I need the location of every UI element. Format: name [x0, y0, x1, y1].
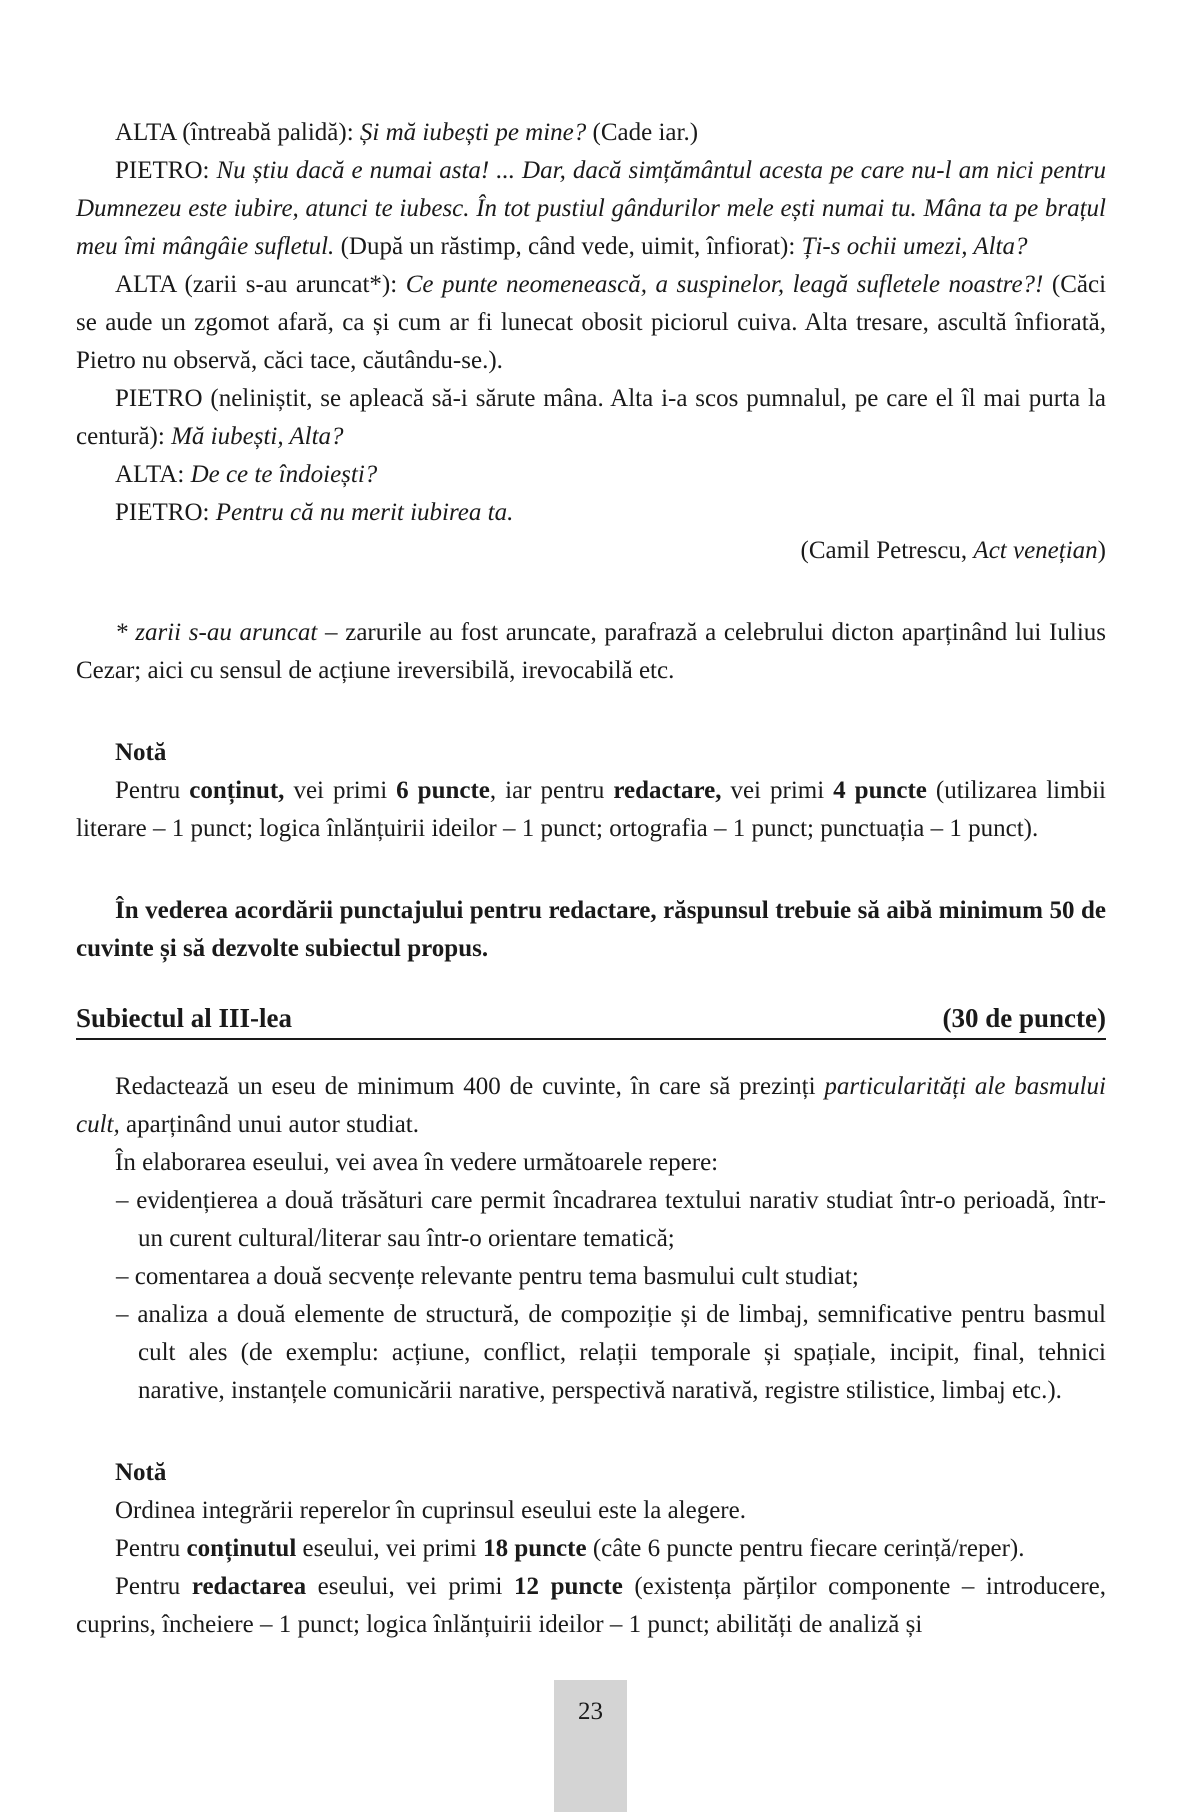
stage-direction: (După un răstimp, când vede, uimit, înfiorat):	[334, 233, 802, 260]
stage-direction: (neliniștit, se apleacă să-i sărute mâna. Alta i-a scos pumnalul, pe care el îl mai purta la centură):	[76, 385, 1106, 450]
note-title-2: Notă	[115, 1459, 167, 1486]
stage-direction: (zarii s-au aruncat*):	[175, 271, 406, 298]
reperes-intro: În elaborarea eseului, vei avea în vedere următoarele repere:	[115, 1149, 719, 1176]
dialogue-line-alta-2	[76, 266, 1106, 380]
footnote-text: – zarurile au fost aruncate, parafrază a celebrului dicton aparținând lui Iulius Cezar; aici cu sensul de acțiune ireversibilă, irevocabilă etc.	[76, 619, 1106, 684]
work-title: Act venețian	[973, 537, 1098, 564]
spoken-line: Și mă iubești pe mine?	[359, 119, 587, 146]
dialogue-line-pietro-2	[76, 380, 1106, 456]
dialogue-line-pietro-1	[76, 152, 1106, 266]
stage-direction: (întreabă palidă):	[175, 119, 360, 146]
reperes-list	[76, 1182, 1106, 1410]
spoken-line: Ce punte neomenească, a suspinelor, leagă sufletele noastre?!	[405, 271, 1044, 298]
page-number: 23	[554, 1680, 627, 1812]
speaker-name: PIETRO	[115, 385, 203, 412]
stage-direction: :	[202, 157, 217, 184]
note-order: Ordinea integrării reperelor în cuprinsul eseului este la alegere.	[115, 1497, 746, 1524]
spoken-line: De ce te îndoiești?	[190, 461, 378, 488]
stage-direction: (Căci se aude un zgomot afară, ca și cum ar fi lunecat obosit piciorul cuiva. Alta tresare, ascultă înfiorată, Pietro nu observă, căci tace, căutându-se.).	[76, 271, 1107, 374]
dialogue-line-alta-1	[76, 114, 1106, 152]
spoken-line: Nu știu dacă e numai asta! ... Dar, dacă simțământul acesta pe care nu-l am nici pentru Dumnezeu este iubire, atunci te iubesc. În tot pustiul gândurilor mele ești numai tu. Mâna ta pe brațul meu îmi mângâie sufletul.	[76, 157, 1106, 260]
spoken-line: Ți-s ochii umezi, Alta?	[801, 233, 1028, 260]
note-content-points: Pentru conținutul eseului, vei primi 18 puncte (câte 6 puncte pentru fiecare cerință/reper).	[115, 1535, 1025, 1562]
spoken-line: Pentru că nu merit iubirea ta.	[215, 499, 514, 526]
stage-direction: :	[177, 461, 191, 488]
spoken-line: Mă iubești, Alta?	[171, 423, 344, 450]
stage-direction: (Cade iar.)	[586, 119, 699, 146]
section-title: Subiectul al III-lea	[76, 1003, 293, 1033]
section-points: (30 de puncte)	[942, 1003, 1106, 1033]
speaker-name: PIETRO	[115, 157, 203, 184]
footnote-term: * zarii s-au aruncat	[115, 619, 318, 646]
stage-direction: :	[202, 499, 216, 526]
note-scoring: Pentru conținut, vei primi 6 puncte, iar pentru redactare, vei primi 4 puncte (utilizarea limbii literare – 1 punct; logica înlănțuirii ideilor – 1 punct; ortografia – 1 punct; punctuația – 1 punct).	[76, 777, 1106, 842]
list-item: – comentarea a două secvențe relevante pentru tema basmului cult studiat;	[116, 1263, 859, 1290]
section-heading	[76, 1000, 1106, 1040]
speaker-name: ALTA	[115, 461, 178, 488]
speaker-name: ALTA	[115, 271, 176, 298]
dialogue-line-alta-3	[76, 456, 1106, 494]
note-redactare-points: Pentru redactarea eseului, vei primi 12 puncte (existența părților componente – introducere, cuprins, încheiere – 1 punct; logica înlănțuirii ideilor – 1 punct; abilități de analiză și	[76, 1573, 1106, 1638]
dialogue-line-pietro-3	[76, 494, 1106, 532]
note-title: Notă	[115, 739, 167, 766]
list-item: – evidențierea a două trăsături care permit încadrarea textului narativ studiat într-o perioadă, într-un curent cultural/literar sau într-o orientare tematică;	[116, 1187, 1106, 1252]
speaker-name: PIETRO	[115, 499, 203, 526]
essay-task: Redactează un eseu de minimum 400 de cuvinte, în care să prezinți particularități ale basmului cult, aparținând unui autor studiat.	[76, 1073, 1106, 1138]
redactare-requirement: În vederea acordării punctajului pentru redactare, răspunsul trebuie să aibă minimum 50 de cuvinte și să dezvolte subiectul propus.	[76, 897, 1106, 962]
list-item: – analiza a două elemente de structură, de compoziție și de limbaj, semnificative pentru basmul cult ales (de exemplu: acțiune, conflict, relații temporale și spațiale, incipit, final, tehnici narative, instanțele comunicării narative, perspectivă narativă, registre stilistice, limbaj etc.).	[116, 1301, 1106, 1404]
speaker-name: ALTA	[115, 119, 176, 146]
page-content	[76, 114, 1106, 1644]
source-citation: (Camil Petrescu, Act venețian)	[800, 537, 1106, 564]
footnote	[76, 614, 1106, 690]
